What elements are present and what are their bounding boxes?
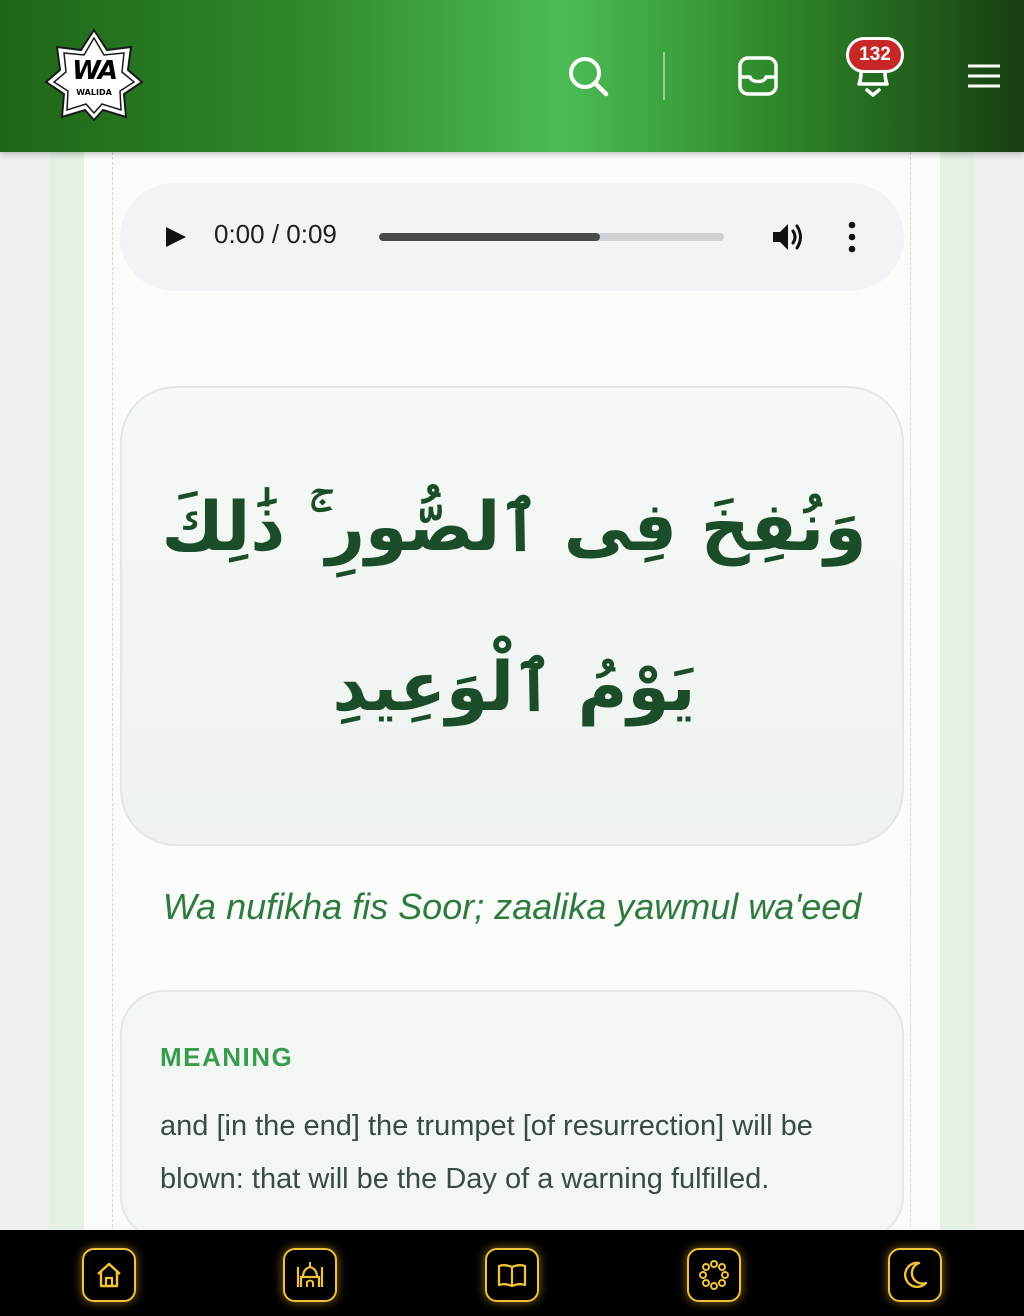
audio-player xyxy=(120,183,904,291)
logo-text: WA xyxy=(72,56,116,86)
arabic-verse-text: وَنُفِخَ فِى ٱلصُّورِ ۚ ذَٰلِكَ يَوْمُ ٱلْوَعِيدِ xyxy=(161,488,867,727)
notification-count-badge[interactable]: 132 xyxy=(846,37,904,73)
audio-time: 0:00 / 0:09 xyxy=(214,219,337,249)
logo-subtext: WALIDA xyxy=(76,88,112,97)
book-icon[interactable] xyxy=(485,1248,539,1302)
play-icon[interactable] xyxy=(162,221,190,253)
arabic-verse-card xyxy=(120,386,904,846)
meaning-title: MEANING xyxy=(160,1042,294,1072)
prayer-beads-icon[interactable] xyxy=(687,1248,741,1302)
audio-progress-fill xyxy=(379,233,600,241)
top-header xyxy=(0,0,1024,152)
dashed-border-right xyxy=(910,152,911,1232)
walida-logo-icon[interactable] xyxy=(44,28,144,122)
meaning-card xyxy=(120,990,904,1240)
search-icon[interactable] xyxy=(566,54,610,98)
home-icon[interactable] xyxy=(82,1248,136,1302)
menu-icon[interactable] xyxy=(966,62,1002,90)
verse-transliteration: Wa nufikha fis Soor; zaalika yawmul wa'eed xyxy=(162,886,862,927)
bottom-navigation xyxy=(0,1230,1024,1316)
more-options-icon[interactable] xyxy=(842,219,862,255)
volume-icon[interactable] xyxy=(770,219,806,255)
mosque-icon[interactable] xyxy=(283,1248,337,1302)
inbox-icon[interactable] xyxy=(737,55,779,97)
dashed-border-left xyxy=(112,152,113,1232)
crescent-moon-icon[interactable] xyxy=(888,1248,942,1302)
audio-progress-bar[interactable] xyxy=(379,233,724,241)
header-divider xyxy=(663,52,665,100)
meaning-text: and [in the end] the trumpet [of resurrection] will be blown: that will be the Day of a warning fulfilled. xyxy=(160,1110,813,1195)
